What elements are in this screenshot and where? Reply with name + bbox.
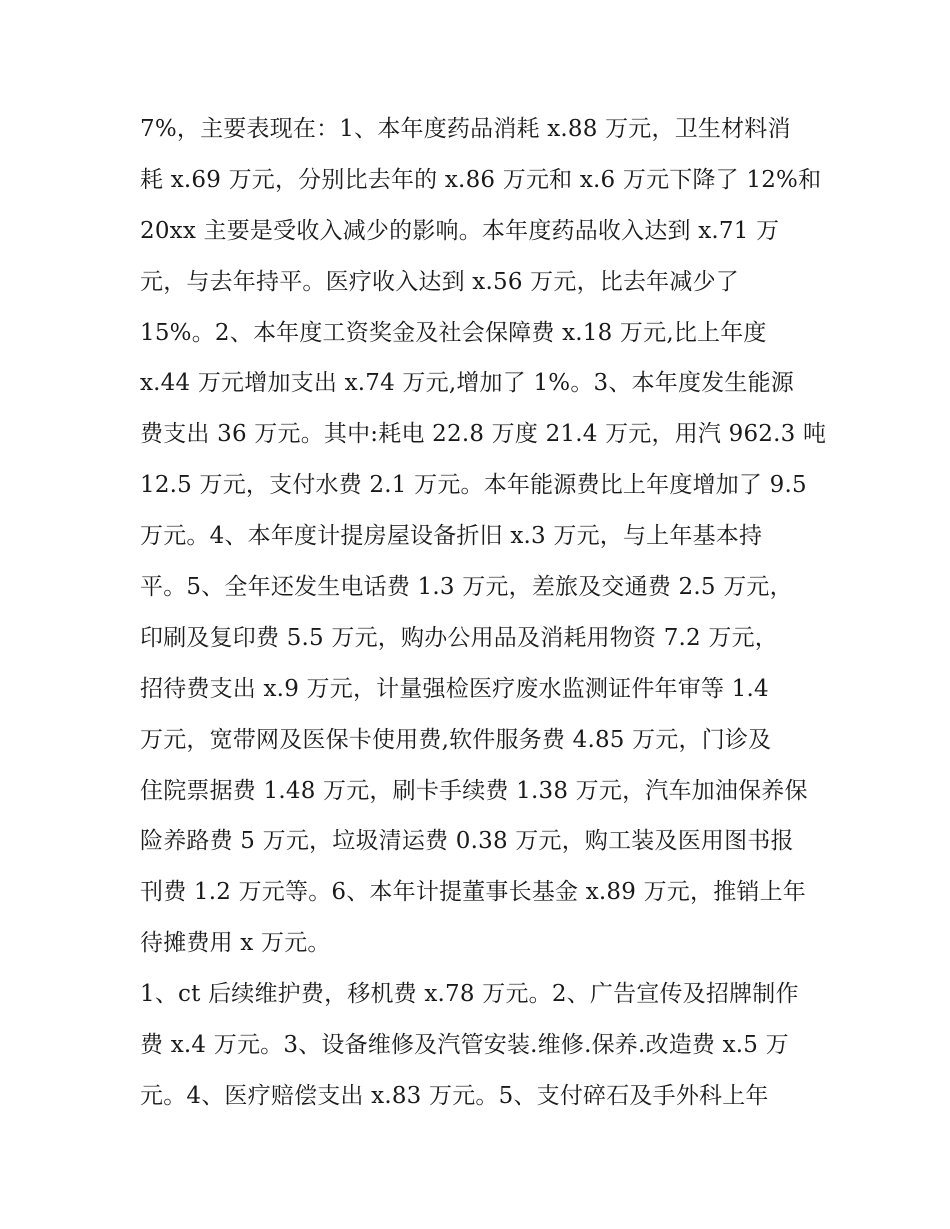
text-line: 7%，主要表现在：1、本年度药品消耗 x.88 万元，卫生材料消 bbox=[140, 116, 791, 142]
text-line: 险养路费 5 万元，垃圾清运费 0.38 万元，购工装及医用图书报 bbox=[140, 828, 794, 855]
text-line: 万元，宽带网及医保卡使用费,软件服务费 4.85 万元，门诊及 bbox=[140, 726, 772, 753]
text-line: 元，与去年持平。医疗收入达到 x.56 万元，比去年减少了 bbox=[140, 268, 739, 295]
text-line: 15%。2、本年度工资奖金及社会保障费 x.18 万元,比上年度 bbox=[140, 319, 767, 346]
text-line: 1、ct 后续维护费，移机费 x.78 万元。2、广告宣传及招牌制作 bbox=[140, 981, 799, 1008]
text-line: 元。4、医疗赔偿支出 x.83 万元。5、支付碎石及手外科上年 bbox=[140, 1082, 769, 1109]
text-line: 费支出 36 万元。其中:耗电 22.8 万度 21.4 万元，用汽 962.3 吨 bbox=[140, 421, 827, 448]
text-line: 12.5 万元，支付水费 2.1 万元。本年能源费比上年度增加了 9.5 bbox=[140, 472, 807, 499]
text-line: 20xx 主要是受收入减少的影响。本年度药品收入达到 x.71 万 bbox=[140, 217, 780, 244]
body-text bbox=[140, 104, 830, 1122]
text-line: 平。5、全年还发生电话费 1.3 万元，差旅及交通费 2.5 万元， bbox=[140, 574, 793, 601]
text-line: 住院票据费 1.48 万元，刷卡手续费 1.38 万元，汽车加油保养保 bbox=[140, 777, 808, 804]
text-line: 刊费 1.2 万元等。6、本年计提董事长基金 x.89 万元，推销上年 bbox=[140, 879, 807, 906]
text-line: 印刷及复印费 5.5 万元，购办公用品及消耗用物资 7.2 万元， bbox=[140, 624, 778, 651]
text-line: 耗 x.69 万元，分别比去年的 x.86 万元和 x.6 万元下降了 12%和 bbox=[140, 166, 822, 193]
text-line: 费 x.4 万元。3、设备维修及汽管安装.维修.保养.改造费 x.5 万 bbox=[140, 1032, 789, 1059]
text-line: 招待费支出 x.9 万元，计量强检医疗废水监测证件年审等 1.4 bbox=[140, 675, 769, 702]
text-line: 万元。4、本年度计提房屋设备折旧 x.3 万元，与上年基本持 bbox=[140, 523, 763, 550]
text-line: x.44 万元增加支出 x.74 万元,增加了 1%。3、本年度发生能源 bbox=[140, 370, 794, 397]
text-line: 待摊费用 x 万元。 bbox=[140, 930, 331, 957]
